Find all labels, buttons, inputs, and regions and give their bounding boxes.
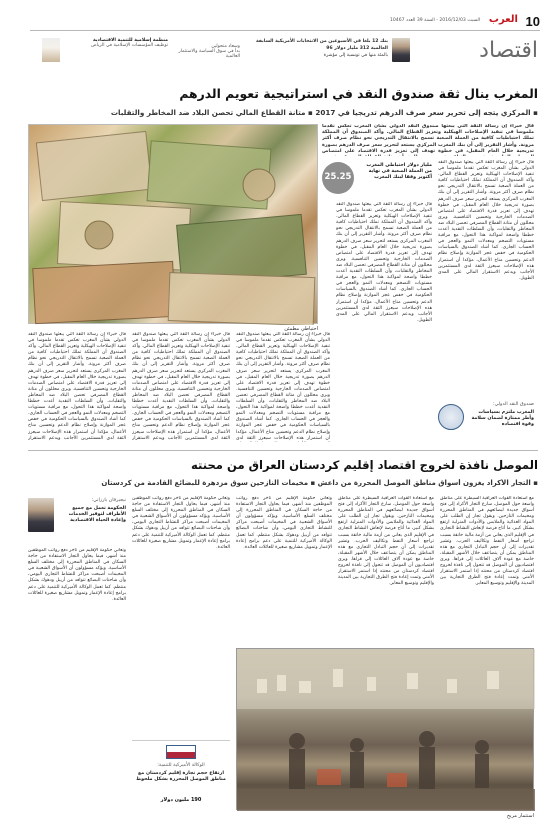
second-subhead: ▪ التجار الأكراد يغزون أسواق مناطق الموصل المحررة من داعش ▪ مخيمات النازحين سوق مزدهرة للبضائع القادمة من كردستان: [101, 479, 538, 487]
second-body-col-4: وتعاني حكومة الإقليم من تأخر دفع رواتب الموظفين منذ أشهر، فيما يحاول التجار الاستفادة من حاجة السكان في المناطق المحررة إلى مختلف السلع الأساسية. ويؤكد مسؤولون أن الأسواق الشعبية في المخيمات أصبحت مراكز للنشاط التجاري اليومي، وأن شاحنات البضائع تتوافد من أربيل ودهوك بشكل منتظم. كما تعمل الوكالة الأميركية للتنمية على دعم برامج إعادة الإعمار وتمويل مشاريع صغيرة للعائلات العائدة.: [132, 496, 230, 550]
story-divider: [28, 450, 538, 451]
author-photo: [392, 38, 410, 62]
callout-text: مليار دولار احتياطي المغرب من العملة الصعبة في نهاية أكتوبر وفقا لبنك المغرب: [366, 163, 432, 181]
main-body-col-1: قال خبراء إن رسالة الثقة التي يبعثها صندوق النقد الدولي بشأن المغرب تعكس تقدما ملموسا في تنفيذ الإصلاحات الهيكلية وتعزيز القطاع المالي. وأكد الصندوق أن المملكة تملك احتياطيات كافية من العملة الصعبة تسمح بالانتقال التدريجي نحو نظام صرف أكثر مرونة. وأشار التقرير إلى أن بنك المغرب المركزي يستعد لتحرير سعر صرف الدرهم بصورة تدريجية خلال العام المقبل، في خطوة تهدف إلى تعزيز قدرة الاقتصاد على امتصاص الصدمات الخارجية وتحسين التنافسية. ويرى محللون أن متانة القطاع المصرفي تحصن البلاد ضد المخاطر والتقلبات، وأن السلطات النقدية أعدت خططا واضحة لمواكبة هذا التحول، مع مراقبة مستويات التضخم ومعدلات النمو والعجز في الحساب الجاري. كما أشاد الصندوق بالسياسات الحكومية في خفض عجز الموازنة وإصلاح نظام الدعم وتحسين مناخ الأعمال، مؤكدا أن استمرار هذه الإصلاحات سيعزز الثقة لدى المستثمرين الأجانب ويدعم الاستقرار المالي على المدى الطويل.: [438, 160, 534, 281]
imf-logo-icon: [438, 404, 464, 430]
quote-text: الحكومة تعمل مع جميع الأطراف لتوفير الخدمات وإعادة الحياة الاقتصادية: [68, 506, 126, 524]
market-photo-caption: استثمار مربح: [506, 813, 534, 819]
page-number: 10: [525, 14, 540, 29]
second-body-col-2: مع استعادة القوات العراقية السيطرة على مناطق واسعة حول الموصل، سارع التجار الأكراد إلى فتح أسواق جديدة لبضائعهم في المناطق المحررة ومخيمات النازحين. ويقول تجار إن الطلب على المواد الغذائية والملابس والأدوات المنزلية ارتفع بشكل كبير، ما أتاح فرصة لإنعاش النشاط التجاري في الإقليم الذي يعاني من أزمة مالية خانقة بسبب تراجع أسعار النفط وتكاليف الحرب. وتشير تقديرات إلى أن حجم التبادل التجاري مع هذه المناطق يمكن أن يتضاعف خلال الأشهر المقبلة، خاصة مع عودة آلاف العائلات إلى قراها. ويرى اقتصاديون أن الموصل قد تتحول إلى نافذة لخروج اقتصاد كردستان من محنته إذا استمر الاستقرار الأمني وتمت إعادة فتح الطرق التجارية بين المدينة والإقليم وتوسيع المعابر.: [338, 496, 434, 587]
money-photo: [28, 124, 318, 324]
masthead-rule: [30, 30, 540, 31]
usaid-text: ارتفاع حجم تجارة إقليم كردستان مع مناطق الموصل المحررة بشكل ملحوظ: [136, 771, 226, 783]
banknotes-illustration: [29, 125, 319, 325]
usaid-logo-icon: [166, 745, 196, 759]
teaser-1: بنك 12 بلغا في الأسبوعين من الانتخابات الأمريكية السابقة العالمية 312 مليار دولار 96 بالمئة منها في تونسية إلى مؤشرة: [255, 39, 388, 58]
usaid-figure: 190 مليون دولار: [160, 797, 202, 803]
teaser-3: منظمة إسلامية للتنمية الاقتصادية توظيف المؤسسات الإسلامية في الرياض: [91, 38, 168, 48]
main-body-col-3: قال خبراء إن رسالة الثقة التي يبعثها صندوق النقد الدولي بشأن المغرب تعكس تقدما ملموسا في تنفيذ الإصلاحات الهيكلية وتعزيز القطاع المالي. وأكد الصندوق أن المملكة تملك احتياطيات كافية من العملة الصعبة تسمح بالانتقال التدريجي نحو نظام صرف أكثر مرونة. وأشار التقرير إلى أن بنك المغرب المركزي يستعد لتحرير سعر صرف الدرهم بصورة تدريجية خلال العام المقبل، في خطوة تهدف إلى تعزيز قدرة الاقتصاد على امتصاص الصدمات الخارجية وتحسين التنافسية. ويرى محللون أن متانة القطاع المصرفي تحصن البلاد ضد المخاطر والتقلبات، وأن السلطات النقدية أعدت خططا واضحة لمواكبة هذا التحول، مع مراقبة مستويات التضخم ومعدلات النمو والعجز في الحساب الجاري. كما أشاد الصندوق بالسياسات الحكومية في خفض عجز الموازنة وإصلاح نظام الدعم وتحسين مناخ الأعمال، مؤكدا أن استمرار هذه الإصلاحات سيعزز الثقة لدى: [236, 332, 330, 441]
market-illustration: [237, 649, 535, 811]
quote-label: نيجيرفان بارزاني:: [91, 498, 126, 503]
market-photo: [236, 648, 534, 810]
main-body-col-4: قال خبراء إن رسالة الثقة التي يبعثها صندوق النقد الدولي بشأن المغرب تعكس تقدما ملموسا في تنفيذ الإصلاحات الهيكلية وتعزيز القطاع المالي. وأكد الصندوق أن المملكة تملك احتياطيات كافية من العملة الصعبة تسمح بالانتقال التدريجي نحو نظام صرف أكثر مرونة. وأشار التقرير إلى أن بنك المغرب المركزي يستعد لتحرير سعر صرف الدرهم بصورة تدريجية خلال العام المقبل، في خطوة تهدف إلى تعزيز قدرة الاقتصاد على امتصاص الصدمات الخارجية وتحسين التنافسية. ويرى محللون أن متانة القطاع المصرفي تحصن البلاد ضد المخاطر والتقلبات، وأن السلطات النقدية أعدت خططا واضحة لمواكبة هذا التحول، مع مراقبة مستويات التضخم ومعدلات النمو والعجز في الحساب الجاري. كما أشاد الصندوق بالسياسات الحكومية في خفض عجز الموازنة وإصلاح نظام الدعم وتحسين مناخ الأعمال، مؤكدا أن استمرار هذه الإصلاحات سيعزز الثقة لدى المستثمرين الأجانب ويدعم الاستقرار: [132, 332, 230, 441]
main-body-col-5: قال خبراء إن رسالة الثقة التي يبعثها صندوق النقد الدولي بشأن المغرب تعكس تقدما ملموسا في تنفيذ الإصلاحات الهيكلية وتعزيز القطاع المالي. وأكد الصندوق أن المملكة تملك احتياطيات كافية من العملة الصعبة تسمح بالانتقال التدريجي نحو نظام صرف أكثر مرونة. وأشار التقرير إلى أن بنك المغرب المركزي يستعد لتحرير سعر صرف الدرهم بصورة تدريجية خلال العام المقبل، في خطوة تهدف إلى تعزيز قدرة الاقتصاد على امتصاص الصدمات الخارجية وتحسين التنافسية. ويرى محللون أن متانة القطاع المصرفي تحصن البلاد ضد المخاطر والتقلبات، وأن السلطات النقدية أعدت خططا واضحة لمواكبة هذا التحول، مع مراقبة مستويات التضخم ومعدلات النمو والعجز في الحساب الجاري. كما أشاد الصندوق بالسياسات الحكومية في خفض عجز الموازنة وإصلاح نظام الدعم وتحسين مناخ الأعمال، مؤكدا أن استمرار هذه الإصلاحات سيعزز الثقة لدى المستثمرين الأجانب ويدعم الاستقرار: [28, 332, 126, 441]
reserves-callout: [322, 162, 432, 198]
second-body-col-3: وتعاني حكومة الإقليم من تأخر دفع رواتب الموظفين منذ أشهر، فيما يحاول التجار الاستفادة من حاجة السكان في المناطق المحررة إلى مختلف السلع الأساسية. ويؤكد مسؤولون أن الأسواق الشعبية في المخيمات أصبحت مراكز للنشاط التجاري اليومي، وأن شاحنات البضائع تتوافد من أربيل ودهوك بشكل منتظم. كما تعمل الوكالة الأميركية للتنمية على دعم برامج إعادة الإعمار وتمويل مشاريع صغيرة للعائلات العائدة.: [236, 496, 332, 550]
teaser-3-photo: [42, 38, 60, 62]
quote-portrait: [28, 498, 54, 532]
section-title: اقتصاد: [479, 38, 538, 63]
masthead: [0, 0, 550, 70]
main-subhead: ▪ المركزي يتجه إلى تحرير سعر صرف الدرهم تدريجيا في 2017 ▪ متانة القطاع المالي تحصن البلاد ضد المخاطر والتقلبات: [110, 108, 538, 117]
imf-box-label: صندوق النقد الدولي:: [492, 402, 534, 407]
usaid-label: الوكالة الأميركية للتنمية:: [157, 763, 205, 768]
imf-box: [438, 400, 534, 444]
teaser-2: وسعاد متحولين بدأ في سوق السياسة والاستثمار العالمية: [178, 44, 240, 59]
issue-line: السبت 2016/12/03 - السنة 39 العدد 10467: [389, 18, 480, 23]
quote-box: [28, 496, 126, 544]
main-headline: المغرب ينال ثقة صندوق النقد في استراتيجية تعويم الدرهم: [179, 86, 538, 101]
usaid-box: [132, 740, 230, 810]
main-intro: قال خبراء إن رسالة الثقة التي يبعثها صندوق النقد الدولي بشأن المغرب تعكس تقدما ملموسا في تنفيذ الإصلاحات الهيكلية وتعزيز القطاع المالي. وأكد الصندوق أن المملكة تملك احتياطيات كافية من العملة الصعبة تسمح بالانتقال التدريجي نحو نظام صرف أكثر مرونة. وأشار التقرير إلى أن بنك المغرب المركزي يستعد لتحرير سعر صرف الدرهم بصورة تدريجية خلال العام المقبل، في خطوة تهدف إلى تعزيز قدرة الاقتصاد على امتصاص: [322, 124, 534, 154]
main-body-col-2: قال خبراء إن رسالة الثقة التي يبعثها صندوق النقد الدولي بشأن المغرب تعكس تقدما ملموسا في تنفيذ الإصلاحات الهيكلية وتعزيز القطاع المالي. وأكد الصندوق أن المملكة تملك احتياطيات كافية من العملة الصعبة تسمح بالانتقال التدريجي نحو نظام صرف أكثر مرونة. وأشار التقرير إلى أن بنك المغرب المركزي يستعد لتحرير سعر صرف الدرهم بصورة تدريجية خلال العام المقبل، في خطوة تهدف إلى تعزيز قدرة الاقتصاد على امتصاص الصدمات الخارجية وتحسين التنافسية. ويرى محللون أن متانة القطاع المصرفي تحصن البلاد ضد المخاطر والتقلبات، وأن السلطات النقدية أعدت خططا واضحة لمواكبة هذا التحول، مع مراقبة مستويات التضخم ومعدلات النمو والعجز في الحساب الجاري. كما أشاد الصندوق بالسياسات الحكومية في خفض عجز الموازنة وإصلاح نظام الدعم وتحسين مناخ الأعمال، مؤكدا أن استمرار هذه الإصلاحات سيعزز الثقة لدى المستثمرين الأجانب ويدعم الاستقرار المالي على المدى الطويل.: [336, 202, 432, 323]
second-body-col-5: وتعاني حكومة الإقليم من تأخر دفع رواتب الموظفين منذ أشهر، فيما يحاول التجار الاستفادة من حاجة السكان في المناطق المحررة إلى مختلف السلع الأساسية. ويؤكد مسؤولون أن الأسواق الشعبية في المخيمات أصبحت مراكز للنشاط التجاري اليومي، وأن شاحنات البضائع تتوافد من أربيل ودهوك بشكل منتظم. كما تعمل الوكالة الأميركية للتنمية على دعم برامج إعادة الإعمار وتمويل مشاريع صغيرة للعائلات العائدة.: [28, 548, 126, 602]
callout-number: 25.25: [324, 172, 352, 182]
money-photo-caption: احتياطي مطمئن: [284, 326, 318, 332]
second-body-col-1: مع استعادة القوات العراقية السيطرة على مناطق واسعة حول الموصل، سارع التجار الأكراد إلى فتح أسواق جديدة لبضائعهم في المناطق المحررة ومخيمات النازحين. ويقول تجار إن الطلب على المواد الغذائية والملابس والأدوات المنزلية ارتفع بشكل كبير، ما أتاح فرصة لإنعاش النشاط التجاري في الإقليم الذي يعاني من أزمة مالية خانقة بسبب تراجع أسعار النفط وتكاليف الحرب. وتشير تقديرات إلى أن حجم التبادل التجاري مع هذه المناطق يمكن أن يتضاعف خلال الأشهر المقبلة، خاصة مع عودة آلاف العائلات إلى قراها. ويرى اقتصاديون أن الموصل قد تتحول إلى نافذة لخروج اقتصاد كردستان من محنته إذا استمر الاستقرار الأمني وتمت إعادة فتح الطرق التجارية بين المدينة والإقليم وتوسيع المعابر.: [440, 496, 534, 587]
imf-box-text: المغرب ملتزم بسياسات وأطر ممتازة لضمان سلامة وقوة اقتصاده: [471, 410, 534, 428]
paper-name: العرب: [488, 14, 518, 25]
second-headline: الموصل نافذة لخروج اقتصاد إقليم كردستان العراق من محنته: [190, 458, 538, 472]
